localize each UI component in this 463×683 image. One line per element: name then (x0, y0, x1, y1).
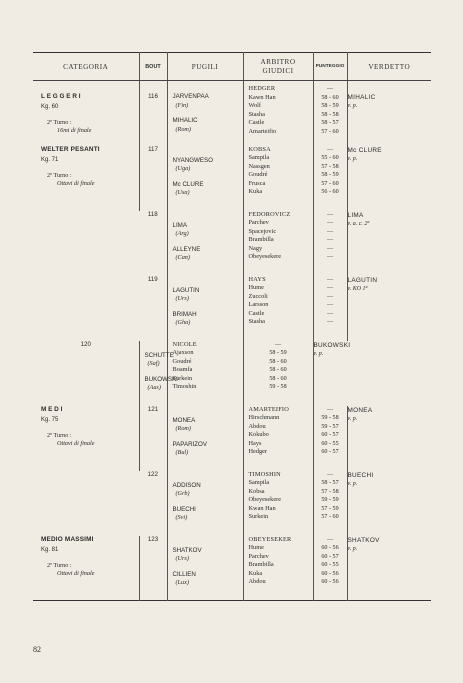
judge-score: — (326, 245, 334, 252)
boxers-cell (167, 81, 243, 146)
boxer-two (168, 117, 243, 134)
boxer-name: LIMA (172, 221, 187, 229)
boxer-two (168, 311, 243, 328)
judge-score: 58 - 57 (321, 120, 339, 127)
judge-name: Timoshin (172, 383, 197, 391)
verdict-method: v. p. (347, 155, 358, 162)
judge-name: Kokubo (248, 431, 269, 439)
boxer-name: ADDISON (172, 481, 201, 489)
verdict-cell (347, 81, 431, 146)
round-stage: Ottavi di finale (57, 439, 95, 447)
judge-score: 58 - 59 (269, 350, 287, 357)
page-number: 82 (33, 645, 41, 654)
judge-name: Boamfa (172, 366, 193, 374)
judge-score: — (326, 220, 334, 227)
judge-name: Goudré (248, 171, 268, 179)
verdict-cell (347, 406, 431, 471)
judge-name: Surkein (172, 374, 193, 382)
verdict-method: v. p. (313, 350, 324, 357)
judge-name: Kobsa (248, 487, 265, 495)
judge-score: — (326, 237, 334, 244)
boxer-nation: (Arg) (175, 230, 189, 237)
round-label: 2º Turno : (47, 431, 72, 439)
category-name: MEDI (41, 405, 65, 413)
judge-name: Hume (248, 284, 264, 292)
verdict-method: v. p. (347, 103, 358, 109)
boxer-name: MONEA (172, 416, 196, 424)
bout-number: 120 (80, 340, 91, 348)
boxer-one (168, 287, 243, 304)
boxers-cell (167, 536, 243, 601)
judge-name: Brambilla (248, 561, 274, 569)
judge-score: 60 - 57 (321, 432, 339, 439)
judge-name: Hume (248, 544, 264, 552)
judge-name: Kwan Han (248, 504, 276, 512)
header-row (33, 53, 431, 81)
category-cell (33, 81, 139, 146)
boxers-cell (167, 146, 243, 211)
judge-score: 56 - 60 (321, 189, 339, 196)
scores-cell (313, 211, 347, 276)
boxer-nation: (Fin) (175, 101, 189, 109)
officials-cell (243, 471, 313, 536)
judge-score: 60 - 56 (321, 545, 339, 552)
bout-number: 123 (139, 536, 167, 601)
judge-score: 60 - 55 (321, 562, 339, 569)
judge-score: — (326, 254, 334, 261)
referee-name: AMARTEIFIO (248, 405, 289, 413)
boxer-two (168, 181, 243, 198)
judge-name: Nassgen (248, 162, 270, 170)
boxer-name: MIHALIC (172, 117, 198, 124)
judge-name: Wolf (248, 102, 261, 110)
boxer-one (168, 157, 243, 174)
officials-cell (243, 211, 313, 276)
header-categoria: CATEGORIA (33, 53, 139, 81)
officials-cell (243, 536, 313, 601)
boxer-nation: (Uga) (175, 165, 191, 172)
round-stage: Ottavi di finale (57, 179, 95, 187)
judge-name: Hirschmann (248, 414, 280, 422)
boxer-two (168, 441, 243, 458)
bout-row (33, 341, 431, 406)
boxer-name: ALLEYNE (172, 245, 201, 253)
category-cell (33, 536, 139, 601)
boxer-name: BRIMAH (172, 310, 197, 318)
boxer-nation: (Urs) (175, 295, 189, 302)
judge-score: 57 - 60 (321, 180, 339, 187)
boxers-cell (167, 276, 243, 341)
boxer-nation: (Bul) (175, 449, 189, 456)
judge-score: — (326, 319, 334, 326)
judge-score: 58 - 60 (269, 367, 287, 374)
judge-name: Stasha (248, 110, 265, 118)
judge-name: Ajaxson (172, 349, 194, 357)
verdict-winner: BUECHI (347, 471, 374, 479)
judge-name: Abdou (248, 422, 266, 430)
boxers-cell (167, 471, 243, 536)
judge-name: Surkein (248, 513, 269, 521)
judge-score: 60 - 55 (321, 440, 339, 447)
officials-cell (243, 81, 313, 146)
judge-score: 57 - 60 (321, 514, 339, 521)
category-name: WELTER PESANTI (41, 145, 100, 153)
referee-name: OBEYESEKER (248, 535, 292, 543)
judge-score: 60 - 57 (321, 553, 339, 560)
verdict-winner: LAGUTIN (347, 276, 378, 284)
judge-score: 60 - 56 (321, 579, 339, 586)
officials-cell (167, 341, 243, 406)
judge-name: Kawn Han (248, 93, 276, 101)
judge-name: Sampila (248, 154, 270, 162)
judge-score: 57 - 60 (321, 128, 339, 135)
judge-name: Sampila (248, 479, 270, 487)
judge-name: Kuka (248, 569, 263, 577)
round-stage: 16mi di finale (57, 127, 92, 134)
boxer-name: SHATKOV (172, 546, 202, 554)
judge-score: 58 - 59 (321, 103, 339, 110)
referee-name: NICOLE (172, 340, 197, 348)
judge-score: 58 - 57 (321, 480, 339, 487)
bout-row (33, 406, 431, 471)
boxer-nation: (Rom) (175, 425, 191, 432)
boxer-two (168, 571, 243, 588)
judge-score: 58 - 58 (321, 111, 339, 118)
bout-row (33, 146, 431, 211)
bout-number: 121 (139, 406, 167, 471)
boxer-nation: (Gha) (175, 319, 191, 326)
officials-cell (243, 276, 313, 341)
referee-name: HAYS (248, 275, 266, 283)
results-sheet (33, 52, 431, 606)
judge-name: Amarteifio (248, 127, 277, 135)
judge-score: — (326, 310, 334, 317)
verdict-winner: SHATKOV (347, 536, 380, 544)
bout-number: 116 (139, 81, 167, 146)
bout-number: 122 (147, 470, 158, 478)
judge-score: 58 - 60 (321, 94, 339, 101)
header-giudici: GIUDICI (262, 66, 294, 75)
category-weight: Kg. 75 (41, 416, 59, 423)
category-weight: Kg. 60 (41, 104, 59, 110)
verdict-winner: LIMA (347, 211, 364, 219)
judge-score: — (326, 146, 334, 153)
round-info (41, 119, 139, 135)
verdict-method: v. p. (347, 480, 358, 487)
judge-score: — (326, 228, 334, 235)
boxer-name: Mc CLURE (172, 180, 204, 188)
judge-score: 57 - 58 (321, 488, 339, 495)
judge-name: Abdou (248, 578, 266, 586)
judge-score: — (326, 302, 334, 309)
judge-score: — (326, 211, 334, 218)
scores-cell (313, 406, 347, 471)
round-label: 2º Turno : (47, 561, 72, 569)
verdict-cell (347, 146, 431, 211)
judge-name: Castle (248, 309, 265, 317)
judge-name: Obeyesekere (248, 496, 282, 504)
category-cell (33, 146, 139, 341)
boxer-name: LAGUTIN (172, 286, 200, 294)
judge-name: Zuccoli (248, 292, 268, 300)
boxer-name: CILLIEN (172, 570, 196, 578)
boxer-nation: (Lux) (175, 579, 189, 586)
boxer-name: BUECHI (172, 505, 196, 513)
boxer-nation: (Saf) (147, 360, 160, 367)
scores-cell (313, 471, 347, 536)
judge-score: 59 - 58 (321, 415, 339, 422)
boxer-nation: (Svi) (175, 514, 188, 521)
header-verdetto: VERDETTO (347, 53, 431, 81)
boxer-one (168, 93, 243, 110)
verdict-method: v. p. (347, 415, 358, 422)
bout-number: 118 (147, 210, 158, 218)
verdict-cell (347, 276, 431, 341)
verdict-winner: MIHALIC (347, 94, 376, 101)
round-stage: Ottavi di finale (57, 569, 95, 577)
judge-name: Castle (248, 119, 265, 127)
verdict-method: v. a. c. 2ª (347, 220, 370, 227)
category-weight: Kg. 81 (41, 546, 59, 553)
judge-name: Hedger (248, 448, 268, 456)
results-table (33, 52, 431, 601)
category-name: MEDIO MASSIMI (41, 535, 94, 543)
referee-name: FEDOROVICZ (248, 210, 291, 218)
scores-cell (313, 536, 347, 601)
judge-score: 57 - 58 (321, 163, 339, 170)
round-info (41, 432, 139, 448)
verdict-winner: BUKOWSKI (313, 341, 351, 349)
judge-name: Spacejovic (248, 227, 277, 235)
judge-name: Goudré (172, 357, 192, 365)
boxers-cell (139, 341, 178, 406)
judge-score: — (326, 471, 334, 478)
boxer-name: BUKOWSKI (144, 375, 178, 383)
boxer-nation: (Rom) (175, 125, 191, 133)
header-arbitro-giudici (243, 53, 313, 81)
judge-name: Larsson (248, 301, 269, 309)
boxer-one (168, 547, 243, 564)
judge-score: — (326, 406, 334, 413)
boxer-one (168, 417, 243, 434)
verdict-method: v. KO 1ª (347, 285, 368, 292)
round-info (41, 562, 139, 578)
verdict-cell (313, 341, 351, 406)
judge-name: Kuka (248, 188, 263, 196)
boxer-name: JARVENPAA (172, 93, 209, 100)
header-bout: BOUT (139, 53, 167, 81)
boxer-nation: (Usa) (175, 189, 190, 196)
judge-score: 59 - 57 (321, 423, 339, 430)
judge-score: 58 - 60 (269, 375, 287, 382)
category-name: LEGGERI (41, 93, 83, 100)
boxer-nation: (Can) (175, 254, 190, 261)
scores-cell (313, 81, 347, 146)
referee-name: KOBSA (248, 145, 271, 153)
boxer-two (168, 506, 243, 523)
judge-score: 58 - 60 (269, 358, 287, 365)
judge-name: Hays (248, 439, 262, 447)
verdict-method: v. p. (347, 545, 358, 552)
judge-score: — (274, 341, 282, 348)
scores-cell (313, 276, 347, 341)
officials-cell (243, 406, 313, 471)
boxer-nation: (Grb) (175, 490, 190, 497)
officials-cell (243, 146, 313, 211)
judge-name: Parchev (248, 552, 269, 560)
round-info (41, 172, 139, 188)
verdict-cell (347, 536, 431, 601)
round-label: 2º Turno : (47, 119, 72, 126)
judge-score: — (326, 86, 334, 92)
judge-score: 58 - 59 (321, 172, 339, 179)
boxer-one (168, 482, 243, 499)
judge-name: Frusca (248, 179, 266, 187)
bout-number: 117 (139, 146, 167, 211)
judge-score: 55 - 60 (321, 155, 339, 162)
judge-name: Parchev (248, 219, 269, 227)
judge-name: Obeyesekere (248, 253, 282, 261)
category-weight: Kg. 71 (41, 156, 59, 163)
verdict-winner: MONEA (347, 406, 373, 414)
bout-row (33, 536, 431, 601)
boxer-name: NYANGWESO (172, 156, 213, 164)
judge-name: Nagy (248, 244, 263, 252)
verdict-cell (347, 471, 431, 536)
verdict-winner: Mc CLURE (347, 146, 382, 154)
boxers-cell (167, 211, 243, 276)
boxer-two (140, 375, 178, 393)
boxer-one (140, 351, 174, 369)
category-cell (33, 406, 139, 536)
boxer-name: SCHUTTE (144, 351, 174, 359)
judge-score: 60 - 56 (321, 570, 339, 577)
referee-name: HEDGER (248, 85, 276, 92)
judge-score: 60 - 57 (321, 449, 339, 456)
scores-cell (313, 146, 347, 211)
round-label: 2º Turno : (47, 171, 72, 179)
judge-score: — (326, 285, 334, 292)
bout-row (33, 81, 431, 146)
judge-score: 57 - 59 (321, 505, 339, 512)
judge-name: Brambilla (248, 236, 274, 244)
header-pugili: PUGILI (167, 53, 243, 81)
scores-cell (243, 341, 313, 406)
referee-name: TIMOSHIN (248, 470, 281, 478)
boxers-cell (167, 406, 243, 471)
judge-score: 59 - 58 (269, 384, 287, 391)
boxer-nation: (Urs) (175, 555, 189, 562)
verdict-cell (347, 211, 431, 276)
boxer-two (168, 246, 243, 263)
boxer-one (168, 222, 243, 239)
header-punteggio: PUNTEGGIO (313, 53, 347, 81)
judge-score: 59 - 59 (321, 497, 339, 504)
boxer-nation: (Aus) (147, 384, 161, 391)
bout-number: 119 (147, 275, 158, 283)
judge-score: — (326, 293, 334, 300)
header-arbitro: ARBITRO (260, 57, 296, 66)
judge-name: Stasha (248, 318, 265, 326)
boxer-name: PAPARIZOV (172, 440, 207, 448)
judge-score: — (326, 276, 334, 283)
judge-score: — (326, 536, 334, 543)
